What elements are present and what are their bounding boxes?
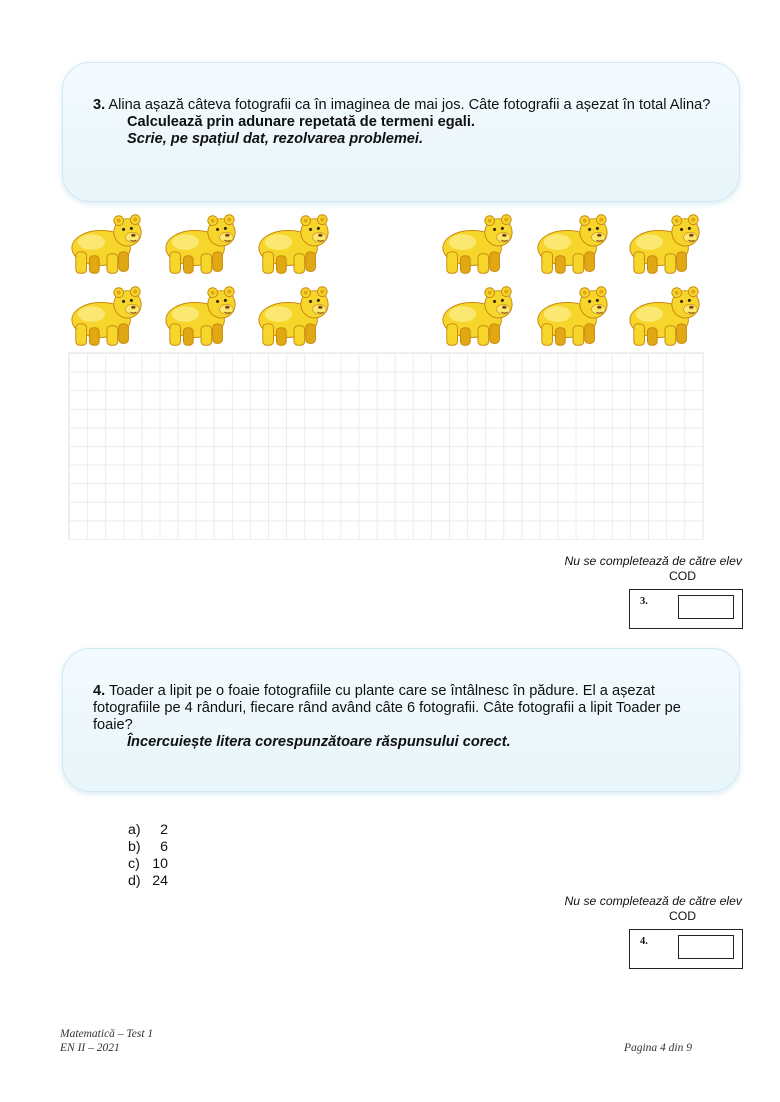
option-b-letter: b) [128,839,141,855]
footer-subject: Matematică – Test 1 [60,1028,154,1040]
option-b[interactable] [128,839,168,856]
question-4-number: 4. [93,683,106,699]
option-a-letter: a) [128,822,141,838]
question-3-instruction-2: Scrie, pe spațiul dat, rezolvarea problemei. [127,131,424,147]
bear-image [439,212,517,278]
option-d-value: 24 [152,873,168,889]
footer-exam: EN II – 2021 [60,1042,120,1054]
cod-label-4: COD [669,909,697,923]
question-4-instruction: Încercuiește litera corespunzătoare răspunsului corect. [127,734,511,750]
bear-image [534,284,612,350]
option-c[interactable] [128,856,168,873]
bear-image [68,212,146,278]
option-c-value: 10 [152,856,168,872]
bear-image [439,284,517,350]
answer-grid[interactable] [68,352,704,540]
question-4-text-block [93,683,713,751]
grading-note-3: Nu se completează de către elev [564,554,742,568]
option-d[interactable] [128,873,168,890]
option-b-value: 6 [160,839,168,855]
question-3-instruction-1: Calculează prin adunare repetată de termeni egali. [127,114,475,130]
option-a[interactable] [128,822,168,839]
question-4-box [62,648,740,792]
footer-left [60,1027,153,1055]
bear-image [626,284,704,350]
bear-image [534,212,612,278]
bear-image [255,212,333,278]
question-3-number: 3. [93,97,106,113]
question-3-text: Alina așază câteva fotografii ca în imaginea de mai jos. Câte fotografii a așezat în total Alina? [105,97,711,113]
code-box-3-label: 3. [640,596,648,607]
question-3-text-block [93,97,713,148]
question-4-text: Toader a lipit pe o foaie fotografiile cu plante care se întâlnesc în pădure. El a așezat fotografiile pe 4 rânduri, fiecare rând având câte 6 fotografii. Câte fotografii a lipit Toader pe foaie? [93,683,681,733]
grading-note-4: Nu se completează de către elev [564,894,742,908]
option-c-letter: c) [128,856,140,872]
bear-image [68,284,146,350]
cod-label-3: COD [669,569,697,583]
code-box-4-field [678,935,734,959]
option-a-value: 2 [160,822,168,838]
bears-picture [68,210,708,350]
bear-image [162,212,240,278]
option-d-letter: d) [128,873,141,889]
bear-image [255,284,333,350]
question-3-box [62,62,740,202]
bear-image [626,212,704,278]
code-box-4 [629,929,743,969]
code-box-3-field [678,595,734,619]
footer-page: Pagina 4 din 9 [623,1042,692,1054]
code-box-4-label: 4. [640,936,648,947]
code-box-3 [629,589,743,629]
bear-image [162,284,240,350]
answer-options [128,822,168,890]
